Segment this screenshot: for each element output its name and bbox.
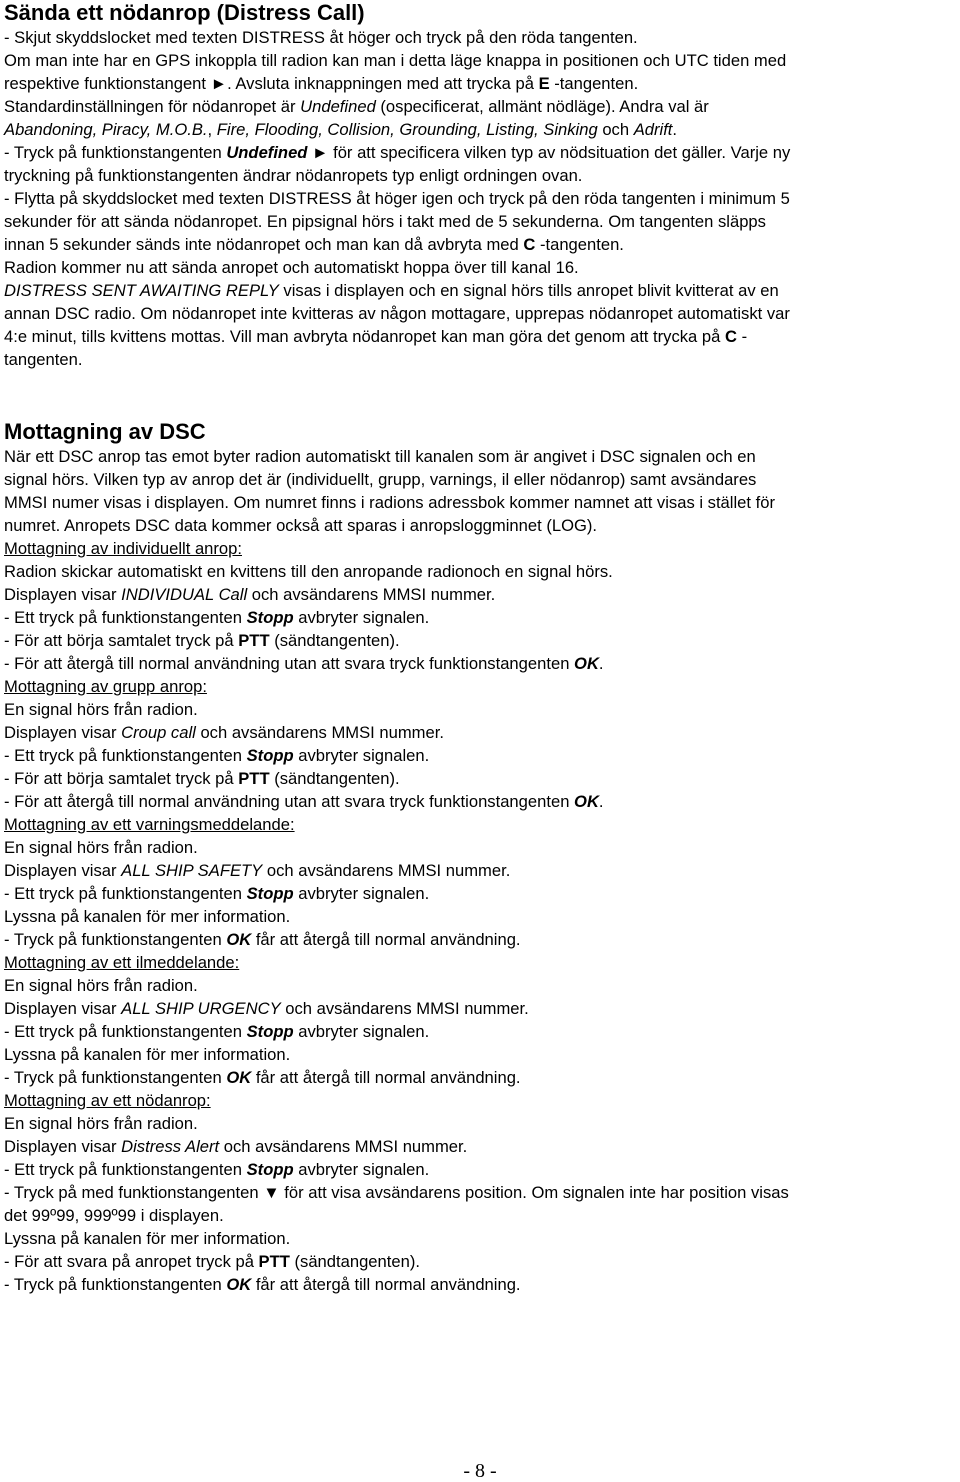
text-run: - För att börja samtalet tryck på xyxy=(4,631,239,650)
text-run: - Ett tryck på funktionstangenten xyxy=(4,1022,247,1041)
text-run: innan 5 sekunder sänds inte nödanropet och man kan då avbryta med xyxy=(4,235,524,254)
subheading: Mottagning av ett varningsmeddelande: xyxy=(4,815,295,834)
text-line xyxy=(4,164,954,187)
text-run: -tangenten. xyxy=(549,74,639,93)
text-run: PTT xyxy=(238,631,270,650)
text-line xyxy=(4,302,954,325)
text-line xyxy=(4,1043,954,1066)
text-run: En signal hörs från radion. xyxy=(4,700,198,719)
text-run: . xyxy=(672,120,678,139)
text-run: En signal hörs från radion. xyxy=(4,1114,198,1133)
text-run: Om man inte har en GPS inkoppla till radion kan man i detta läge knappa in positionen och UTC tiden med xyxy=(4,51,787,70)
text-run: Croup call xyxy=(121,723,196,742)
text-line xyxy=(4,49,954,72)
text-run: och xyxy=(597,120,634,139)
text-run: ALL SHIP SAFETY xyxy=(121,861,263,880)
text-run: får att återgå till normal användning. xyxy=(251,1275,521,1294)
text-line xyxy=(4,1227,954,1250)
text-line xyxy=(4,325,954,348)
text-run: En signal hörs från radion. xyxy=(4,976,198,995)
text-run: OK xyxy=(226,930,252,949)
text-run: - xyxy=(736,327,748,346)
text-run: det 99º99, 999º99 i displayen. xyxy=(4,1206,224,1225)
text-run: Fire, Flooding, Collision, Grounding, Listing, Sinking xyxy=(216,120,598,139)
text-line xyxy=(4,1158,954,1181)
text-run: E xyxy=(538,74,550,93)
text-line xyxy=(4,928,954,951)
text-run: Abandoning, Piracy, M.O.B. xyxy=(4,120,208,139)
text-run: 4:e minut, tills kvittens mottas. Vill man avbryta nödanropet kan man göra det genom att trycka på xyxy=(4,327,725,346)
text-run: och avsändarens MMSI nummer. xyxy=(280,999,529,1018)
text-run: Lyssna på kanalen för mer information. xyxy=(4,1229,291,1248)
text-line xyxy=(4,1020,954,1043)
text-line xyxy=(4,348,954,371)
text-run: Displayen visar xyxy=(4,723,122,742)
text-run: för att visa avsändarens position. Om signalen inte har position visas xyxy=(279,1183,789,1202)
text-line xyxy=(4,514,954,537)
text-run: ► xyxy=(210,74,228,93)
text-run: - Ett tryck på funktionstangenten xyxy=(4,746,247,765)
text-line xyxy=(4,744,954,767)
text-run: - Tryck på funktionstangenten xyxy=(4,1275,227,1294)
text-run: numret. Anropets DSC data kommer också att sparas i anropsloggminnet (LOG). xyxy=(4,516,598,535)
text-run: OK xyxy=(226,1068,252,1087)
text-run: och avsändarens MMSI nummer. xyxy=(262,861,511,880)
text-line xyxy=(4,1089,954,1112)
text-run: och avsändarens MMSI nummer. xyxy=(195,723,444,742)
subheading: Mottagning av ett nödanrop: xyxy=(4,1091,211,1110)
text-line xyxy=(4,951,954,974)
text-line xyxy=(4,1066,954,1089)
text-line xyxy=(4,187,954,210)
text-line xyxy=(4,210,954,233)
text-run: Undefined xyxy=(300,97,376,116)
text-run: Standardinställningen för nödanropet är xyxy=(4,97,301,116)
text-run: OK xyxy=(226,1275,252,1294)
text-run: - Tryck på med funktionstangenten xyxy=(4,1183,264,1202)
text-line xyxy=(4,675,954,698)
text-run: - För att svara på anropet tryck på xyxy=(4,1252,259,1271)
text-run: När ett DSC anrop tas emot byter radion automatiskt till kanalen som är angivet i DSC signalen och en xyxy=(4,447,756,466)
text-line xyxy=(4,652,954,675)
text-line xyxy=(4,1181,954,1204)
text-line xyxy=(4,1204,954,1227)
text-run: tryckning på funktionstangenten ändrar nödanropets typ enligt ordningen ovan. xyxy=(4,166,583,185)
text-line xyxy=(4,859,954,882)
text-run: ► xyxy=(307,143,334,162)
text-run: PTT xyxy=(238,769,270,788)
text-line xyxy=(4,72,954,95)
text-run: . xyxy=(598,654,604,673)
text-run: får att återgå till normal användning. xyxy=(251,930,521,949)
subheading: Mottagning av ett ilmeddelande: xyxy=(4,953,240,972)
section-title-dsc-reception: Mottagning av DSC xyxy=(4,419,206,444)
text-line xyxy=(4,491,954,514)
text-run: Distress Alert xyxy=(121,1137,220,1156)
text-run: - Tryck på funktionstangenten xyxy=(4,1068,227,1087)
text-run: - För att återgå till normal användning utan att svara tryck funktionstangenten xyxy=(4,654,575,673)
text-line xyxy=(4,698,954,721)
text-run: - Flytta på skyddslocket med texten DISTRESS åt höger igen och tryck på den röda tangenten i minimum 5 xyxy=(4,189,790,208)
text-run: En signal hörs från radion. xyxy=(4,838,198,857)
page-number: - 8 - xyxy=(463,1460,497,1482)
text-run: - För att återgå till normal användning utan att svara tryck funktionstangenten xyxy=(4,792,575,811)
text-run: - Tryck på funktionstangenten xyxy=(4,930,227,949)
text-run: . xyxy=(598,792,604,811)
text-line xyxy=(4,790,954,813)
text-line xyxy=(4,537,954,560)
text-line xyxy=(4,974,954,997)
section-title-distress-call: Sända ett nödanrop (Distress Call) xyxy=(4,0,365,25)
text-run: - Ett tryck på funktionstangenten xyxy=(4,1160,247,1179)
text-run: - Tryck på funktionstangenten xyxy=(4,143,227,162)
text-run: och avsändarens MMSI nummer. xyxy=(219,1137,468,1156)
text-run: , xyxy=(207,120,217,139)
text-run: (sändtangenten). xyxy=(269,631,400,650)
text-run: annan DSC radio. Om nödanropet inte kvitteras av någon mottagare, upprepas nödanropet automatiskt var xyxy=(4,304,790,323)
text-run: och avsändarens MMSI nummer. xyxy=(247,585,496,604)
text-run: Displayen visar xyxy=(4,1137,122,1156)
text-run: respektive funktionstangent xyxy=(4,74,211,93)
text-line xyxy=(4,141,954,164)
text-line xyxy=(4,836,954,859)
text-line xyxy=(4,95,954,118)
text-run: Displayen visar xyxy=(4,861,122,880)
text-line xyxy=(4,882,954,905)
section-body-dsc-reception xyxy=(4,445,954,1296)
text-run: - Ett tryck på funktionstangenten xyxy=(4,884,247,903)
text-run: visas i displayen och en signal hörs tills anropet blivit kvitterat av en xyxy=(278,281,779,300)
text-line xyxy=(4,997,954,1020)
text-run: Stopp xyxy=(246,608,294,627)
text-line xyxy=(4,813,954,836)
document-page xyxy=(4,0,954,1296)
text-run: får att återgå till normal användning. xyxy=(251,1068,521,1087)
text-run: . Avsluta inknappningen med att trycka på xyxy=(227,74,539,93)
text-run: (sändtangenten). xyxy=(269,769,400,788)
text-run: ALL SHIP URGENCY xyxy=(121,999,281,1018)
text-line xyxy=(4,767,954,790)
text-line xyxy=(4,279,954,302)
text-line xyxy=(4,629,954,652)
text-run: tangenten. xyxy=(4,350,83,369)
text-line xyxy=(4,1273,954,1296)
text-line xyxy=(4,468,954,491)
text-run: Radion kommer nu att sända anropet och automatiskt hoppa över till kanal 16. xyxy=(4,258,579,277)
text-run: ▼ xyxy=(263,1183,280,1202)
text-run: OK xyxy=(574,654,599,673)
section-spacer xyxy=(4,371,954,419)
text-run: avbryter signalen. xyxy=(293,1160,430,1179)
text-run: Stopp xyxy=(246,746,294,765)
text-line xyxy=(4,233,954,256)
text-line xyxy=(4,26,954,49)
text-run: avbryter signalen. xyxy=(293,1022,430,1041)
text-run: MMSI numer visas i displayen. Om numret finns i radions adressbok kommer namnet att visas i stället för xyxy=(4,493,775,512)
text-run: avbryter signalen. xyxy=(293,608,430,627)
text-line xyxy=(4,583,954,606)
text-line xyxy=(4,118,954,141)
text-run: Stopp xyxy=(246,1022,294,1041)
text-run: Radion skickar automatiskt en kvittens till den anropande radionoch en signal hörs. xyxy=(4,562,613,581)
text-run: sekunder för att sända nödanropet. En pipsignal hörs i takt med de 5 sekunderna. Om tangenten släpps xyxy=(4,212,766,231)
text-run: avbryter signalen. xyxy=(293,884,430,903)
text-run: avbryter signalen. xyxy=(293,746,430,765)
text-run: Adrift xyxy=(633,120,673,139)
text-run: Stopp xyxy=(246,1160,294,1179)
text-run: (sändtangenten). xyxy=(289,1252,420,1271)
text-run: signal hörs. Vilken typ av anrop det är (individuellt, grupp, varnings, il eller nödanrop) samt avsändares xyxy=(4,470,757,489)
text-line xyxy=(4,1135,954,1158)
text-run: för att specificera vilken typ av nödsituation det gäller. Varje ny xyxy=(333,143,791,162)
text-run: DISTRESS SENT AWAITING REPLY xyxy=(4,281,279,300)
subheading: Mottagning av individuellt anrop: xyxy=(4,539,242,558)
text-run: C xyxy=(523,235,536,254)
text-run: C xyxy=(724,327,737,346)
text-line xyxy=(4,560,954,583)
text-run: Stopp xyxy=(246,884,294,903)
text-line xyxy=(4,606,954,629)
text-line xyxy=(4,721,954,744)
text-run: INDIVIDUAL Call xyxy=(121,585,248,604)
text-line xyxy=(4,256,954,279)
text-run: Lyssna på kanalen för mer information. xyxy=(4,907,291,926)
text-run: - Skjut skyddslocket med texten DISTRESS åt höger och tryck på den röda tangenten. xyxy=(4,28,638,47)
text-line xyxy=(4,1250,954,1273)
section-body-distress-call xyxy=(4,26,954,371)
text-run: Undefined xyxy=(226,143,308,162)
text-line xyxy=(4,905,954,928)
text-run: - För att börja samtalet tryck på xyxy=(4,769,239,788)
text-run: Displayen visar xyxy=(4,585,122,604)
text-run: OK xyxy=(574,792,599,811)
text-line xyxy=(4,445,954,468)
text-run: PTT xyxy=(258,1252,290,1271)
text-run: Displayen visar xyxy=(4,999,122,1018)
text-run: - Ett tryck på funktionstangenten xyxy=(4,608,247,627)
text-run: -tangenten. xyxy=(535,235,624,254)
text-run: Lyssna på kanalen för mer information. xyxy=(4,1045,291,1064)
text-line xyxy=(4,1112,954,1135)
subheading: Mottagning av grupp anrop: xyxy=(4,677,207,696)
text-run: (ospecificerat, allmänt nödläge). Andra val är xyxy=(375,97,709,116)
